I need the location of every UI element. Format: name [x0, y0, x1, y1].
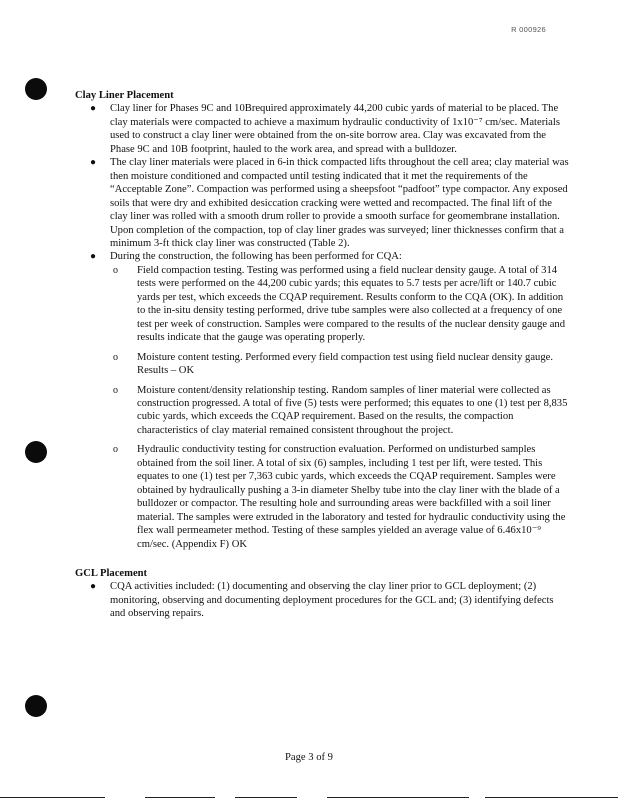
bullet-icon: ●	[90, 581, 97, 593]
sub-bullet-icon: o	[113, 444, 118, 456]
bullet-text: Clay liner for Phases 9C and 10Brequired approximately 44,200 cubic yards of material to be placed. The clay materials were compacted to achieve a maximum hydraulic conductivity of 1x10⁻⁷ cm/sec. Materials used to construct a clay liner were obtained from the on-site borrow area. Clay was excavated from the Phase 9C and 10B footprint, hauled to the work area, and spread with a bulldozer.	[110, 103, 560, 155]
page-number: Page 3 of 9	[285, 752, 333, 763]
bottom-rule	[327, 797, 469, 798]
sub-bullet-icon: o	[113, 351, 118, 363]
sub-item	[110, 264, 570, 345]
bottom-rule	[235, 797, 297, 798]
bottom-rule	[0, 797, 105, 798]
cqa-sub-list	[110, 264, 570, 551]
section-heading-clay-liner: Clay Liner Placement	[75, 90, 174, 101]
clay-liner-bullet-list	[75, 102, 570, 551]
bullet-icon: ●	[90, 103, 97, 115]
sub-item	[110, 443, 570, 551]
bullet-text: During the construction, the following has been performed for CQA:	[110, 251, 402, 263]
sub-item	[110, 384, 570, 438]
sub-item-text: Field compaction testing. Testing was performed using a field nuclear density gauge. A total of 314 tests were performed on the 44,200 cubic yards; this equates to 5.7 tests per acre/lift or 140.7 cubic yards per test, which exceeds the CQAP requirement. Results conform to the CQA (OK). In addition to the in-situ density testing performed, drive tube samples were also collected at a frequency of one test per week of construction. Samples were compared to the results of the nuclear density gauge and results indicate that the gauge was operating properly.	[137, 264, 566, 344]
bullet-item	[75, 156, 570, 250]
bottom-rule	[485, 797, 618, 798]
punch-hole-top	[25, 78, 47, 100]
bullet-icon: ●	[90, 157, 97, 169]
bullet-item	[75, 580, 570, 620]
sub-item-text: Hydraulic conductivity testing for construction evaluation. Performed on undisturbed samples obtained from the soil liner. A total of six (6) samples, including 1 test per lift, were tested. This equates to one (1) test per 7,363 cubic yards, which exceeds the CQAP requirement. Samples were obtained by hydraulically pushing a 3-in diameter Shelby tube into the clay liner with the blade of a bulldozer or compactor. The resulting hole and surrounding areas were backfilled with a soil liner material. The samples were extruded in the laboratory and tested for hydraulic conductivity using the flex wall permeameter method. Testing of these samples yielded an average value of 6.46x10⁻⁹ cm/sec. (Appendix F) OK	[137, 444, 566, 550]
section-heading-gcl: GCL Placement	[75, 567, 148, 579]
bates-number: R 000926	[511, 25, 546, 34]
punch-hole-bottom	[25, 695, 47, 717]
bullet-text: The clay liner materials were placed in 6-in thick compacted lifts throughout the cell area; clay material was then moisture conditioned and compacted until testing indicated that it met the requirements of the “Acceptable Zone”. Compaction was performed using a sheepsfoot “padfoot” type compactor. Any exposed soils that were dry and exhibited desiccation cracking were wetted and recompacted. The final lift of the clay liner was rolled with a smooth drum roller to provide a smooth surface for geomembrane installation. Upon completion of the compaction, top of clay liner grades was surveyed; liner thicknesses confirm that a minimum 3-ft thick clay liner was constructed (Table 2).	[110, 157, 569, 249]
bullet-icon: ●	[90, 251, 97, 263]
document-body	[75, 89, 570, 621]
bullet-item	[75, 250, 570, 551]
gcl-bullet-list	[75, 580, 570, 620]
bottom-rule	[145, 797, 215, 798]
bullet-text: CQA activities included: (1) documenting and observing the clay liner prior to GCL deployment; (2) monitoring, observing and documenting deployment procedures for the GCL and; (3) identifying defects and observing repairs.	[110, 581, 554, 620]
sub-item-text: Moisture content testing. Performed every field compaction test using field nuclear density gauge. Results – OK	[137, 351, 553, 377]
sub-bullet-icon: o	[113, 384, 118, 396]
sub-item-text: Moisture content/density relationship testing. Random samples of liner material were collected as construction progressed. A total of five (5) tests were performed; this equates to one (1) test per 8,835 cubic yards, which exceeds the CQAP requirement. Based on the results, the compaction characteristics of clay material remained consistent throughout the project.	[137, 384, 568, 436]
bullet-item	[75, 102, 570, 156]
punch-hole-middle	[25, 441, 47, 463]
sub-bullet-icon: o	[113, 264, 118, 276]
sub-item	[110, 351, 570, 378]
